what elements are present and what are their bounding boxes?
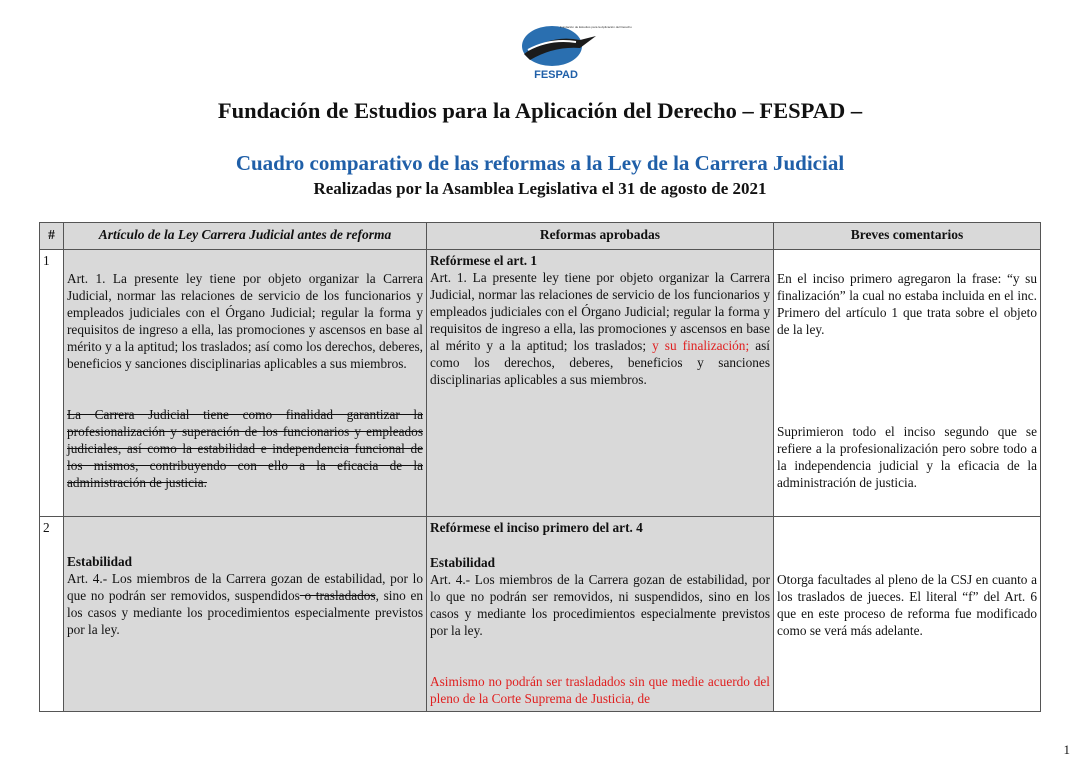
header-num: # [40,223,64,250]
reform-text-a: Art. 1. La presente ley tiene por objeto organizar la Carrera Judicial, normar las relaciones de servicio de los funcionarios y empleados judiciales con el Órgano Judicial; regular la forma y requisitos de ingreso a ella, las promociones y ascensos en base al mérito y a la aptitud; los traslados; [430,270,770,353]
header-reforms: Reformas aprobadas [427,223,774,250]
comment-paragraph: Suprimieron todo el inciso segundo que se refiere a la profesionalización pero sobre todo a la independencia judicial y la eficacia de la administración de justicia. [777,424,1037,490]
before-paragraph [67,570,423,638]
reform-paragraph [430,269,770,388]
logo-small-text: Fundación de Estudios para la Aplicación del Derecho [560,25,632,29]
comment-cell [774,517,1041,712]
comparison-table [39,222,1041,712]
reform-added-paragraph: Asimismo no podrán ser trasladados sin que medie acuerdo del pleno de la Corte Suprema de Justicia, de [430,674,770,706]
table-row [40,517,1041,712]
logo-text: FESPAD [534,69,578,81]
reform-paragraph: Art. 4.- Los miembros de la Carrera gozan de estabilidad, por lo que no podrán ser removidos, ni suspendidos, sino en los casos y mediante los procedimientos especialmente previstos por la ley. [430,572,770,638]
page-number: 1 [1063,742,1070,757]
struck-text: o trasladados [299,588,376,603]
row-number: 2 [40,517,64,712]
header-comments: Breves comentarios [774,223,1041,250]
reform-added-text: y su finalización; [646,338,750,353]
reform-subheading: Estabilidad [430,555,496,570]
struck-paragraph: La Carrera Judicial tiene como finalidad garantizar la profesionalización y superación de los funcionarios y empleados judiciales, así como la estabilidad e independencia funcional de los mismos, contribuyendo con ello a la eficacia de la administración de justicia. [67,407,423,490]
header-before: Artículo de la Ley Carrera Judicial antes de reforma [64,223,427,250]
comment-paragraph: En el inciso primero agregaron la frase: “y su finalización” la cual no estaba incluida en el inc. Primero del artículo 1 que trata sobre el objeto de la ley. [777,271,1037,337]
reform-cell [427,517,774,712]
reform-text-b: así como los derechos, deberes, beneficios y sanciones disciplinarias aplicables a sus miembros. [430,338,770,387]
reform-heading: Refórmese el art. 1 [430,253,538,268]
fespad-logo [510,20,632,84]
before-cell [64,250,427,517]
page-title: Fundación de Estudios para la Aplicación del Derecho – FESPAD – [217,98,863,123]
before-paragraph: Art. 1. La presente ley tiene por objeto organizar la Carrera Judicial, normar las relaciones de servicio de los funcionarios y empleados judiciales con el Órgano Judicial; regular la forma y requisitos de ingreso a ella, las promociones y ascensos en base al mérito y a la aptitud; los traslados; así como los derechos, deberes, beneficios y sanciones disciplinarias aplicables a sus miembros. [67,271,423,371]
reform-heading: Refórmese el inciso primero del art. 4 [430,520,643,535]
comment-paragraph: Otorga facultades al pleno de la CSJ en cuanto a los traslados de jueces. El literal “f” del Art. 6 que en este proceso de reforma fue modificado como se verá más adelante. [777,572,1037,638]
before-text-a: Art. 4.- Los miembros de la Carrera gozan de estabilidad, por lo que no podrán ser removidos, suspendidos [67,571,423,603]
row-number: 1 [40,250,64,517]
before-heading: Estabilidad [67,554,133,569]
document-date-line: Realizadas por la Asamblea Legislativa el 31 de agosto de 2021 [313,179,767,198]
comment-cell [774,250,1041,517]
reform-cell [427,250,774,517]
table-row [40,250,1041,517]
document-subtitle: Cuadro comparativo de las reformas a la Ley de la Carrera Judicial [235,151,845,175]
table-header-row [40,223,1041,250]
before-cell [64,517,427,712]
before-text-b: , sino en los casos y mediante los procedimientos especialmente previstos por la ley. [67,588,423,637]
